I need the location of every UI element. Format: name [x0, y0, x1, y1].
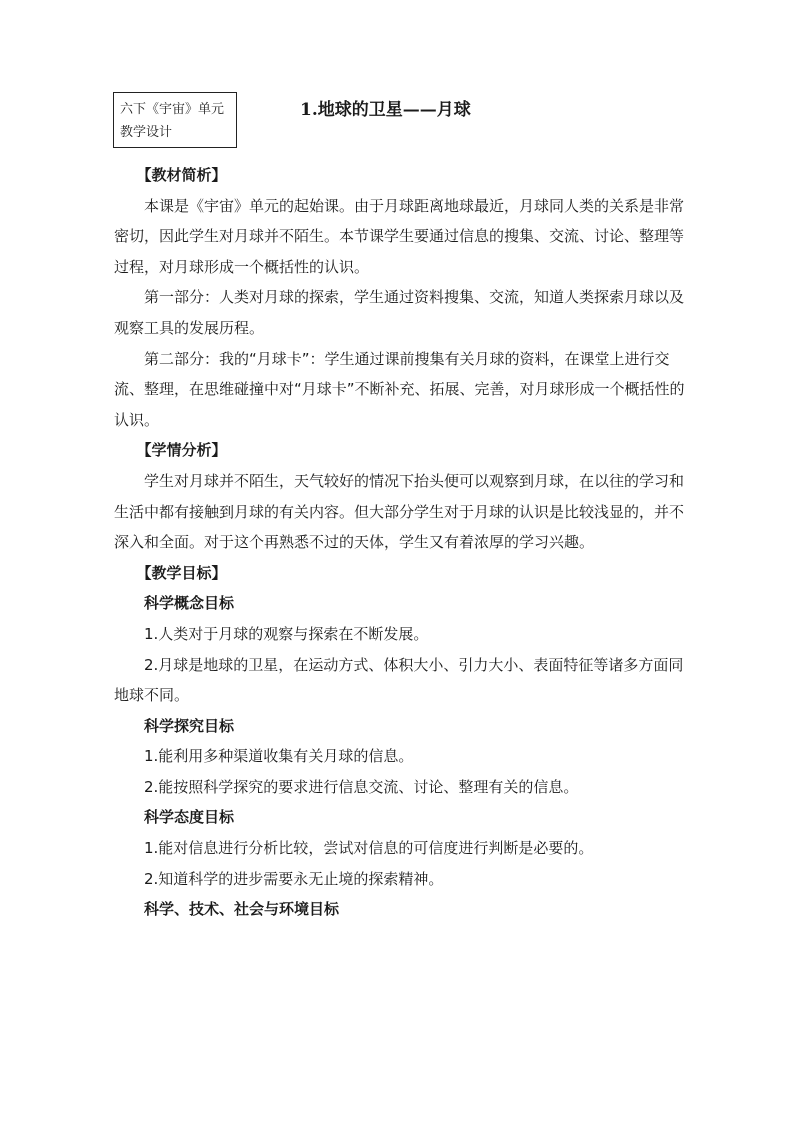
goal-heading-stse: 科学、技术、社会与环境目标: [144, 900, 340, 919]
goal-heading-attitude: 科学态度目标: [144, 808, 235, 827]
students-paragraph-1: 学生对月球并不陌生，天气较好的情况下抬头便可以观察到月球，在以往的学习和生活中都有接触到月球的有关内容。但大部分学生对于月球的认识是比较浅显的，并不深入和全面。对于这个再熟悉不过的天体，学生又有着浓厚的学习兴趣。: [114, 471, 685, 552]
goal-heading-inquiry: 科学探究目标: [144, 716, 235, 735]
document-body: [114, 160, 694, 925]
material-paragraph-2: 第一部分：人类对月球的探索，学生通过资料搜集、交流，知道人类探索月球以及观察工具的发展历程。: [114, 288, 685, 337]
goal-heading-concept: 科学概念目标: [144, 594, 235, 613]
unit-label: 六下《宇宙》单元教学设计: [120, 102, 225, 140]
concept-item-2: 2.月球是地球的卫星，在运动方式、体积大小、引力大小、表面特征等诸多方面同地球不同。: [114, 655, 684, 705]
document-title: 1.地球的卫星——月球: [300, 100, 471, 120]
unit-label-box: [113, 92, 237, 148]
section-heading-students: 【学情分析】: [136, 441, 227, 460]
inquiry-item-2: 2.能按照科学探究的要求进行信息交流、讨论、整理有关的信息。: [144, 777, 579, 796]
attitude-item-2: 2.知道科学的进步需要永无止境的探索精神。: [144, 869, 444, 888]
inquiry-item-1: 1.能利用多种渠道收集有关月球的信息。: [144, 747, 414, 766]
concept-item-1: 1.人类对于月球的观察与探索在不断发展。: [144, 624, 429, 643]
material-paragraph-3: 第二部分：我的“月球卡”：学生通过课前搜集有关月球的资料，在课堂上进行交流、整理，在思维碰撞中对“月球卡”不断补充、拓展、完善，对月球形成一个概括性的认识。: [114, 349, 685, 429]
material-paragraph-1: 本课是《宇宙》单元的起始课。由于月球距离地球最近，月球同人类的关系是非常密切，因此学生对月球并不陌生。本节课学生要通过信息的搜集、交流、讨论、整理等过程，对月球形成一个概括性的认识。: [114, 196, 685, 276]
attitude-item-1: 1.能对信息进行分析比较，尝试对信息的可信度进行判断是必要的。: [144, 839, 594, 858]
section-heading-material: 【教材简析】: [136, 166, 227, 184]
section-heading-goals: 【教学目标】: [136, 563, 227, 582]
